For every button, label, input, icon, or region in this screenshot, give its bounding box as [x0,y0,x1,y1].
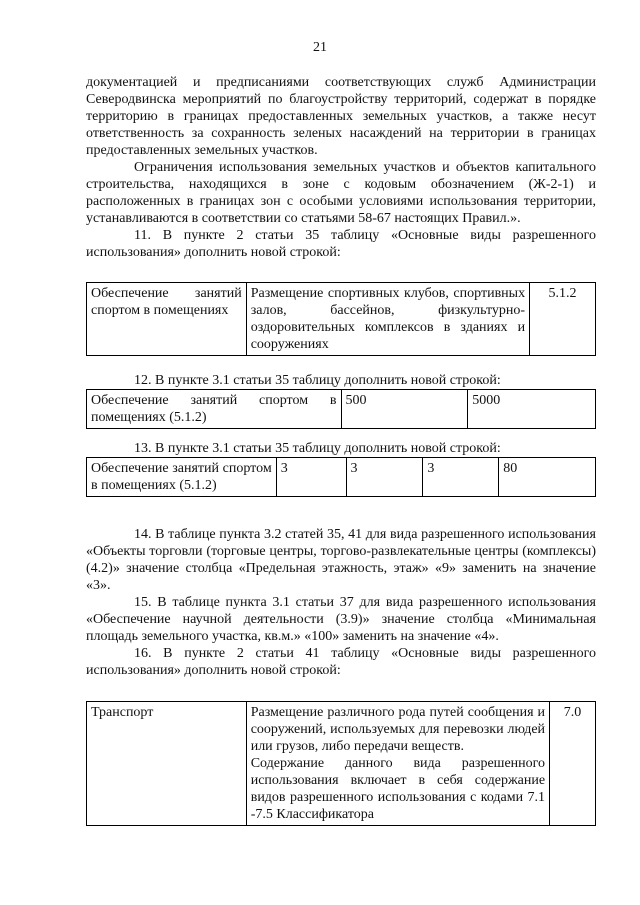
table-cell: Обеспечение занятий спортом в помещениях (5.1.2) [87,458,277,497]
table-row [87,458,596,497]
paragraph-restrictions: Ограничения использования земельных участков и объектов капитального строительства, находящихся в зоне с кодовым обозначением (Ж-2-1) и расположенных в границах зон с особыми условиями использования территории, устанавливаются в соответствии со статьями 58-67 настоящих Правил.». [86,160,596,226]
table-cell: 500 [341,390,468,429]
table-row [87,283,596,356]
table-cell: Транспорт [87,702,247,826]
table-cell: 80 [499,458,596,497]
paragraph-15: 15. В таблице пункта 3.1 статьи 37 для вида разрешенного использования «Обеспечение научной деятельности (3.9)» значение столбца «Минимальная площадь земельного участка, кв.м.» «100» заменить на значение «4». [86,595,596,644]
description-paragraph: Размещение различного рода путей сообщения и сооружений, используемых для перевозки людей или грузов, либо передачи веществ. [250,705,546,754]
table-row [87,390,596,429]
table-cell: Обеспечение занятий спортом в помещениях [87,283,247,356]
table-cell: 5.1.2 [530,283,596,356]
table-cell: 3 [423,458,499,497]
table-sports-plot-area [86,389,596,429]
table-cell: 7.0 [550,702,596,826]
table-cell: Размещение спортивных клубов, спортивных залов, бассейнов, физкультурно-оздоровительных комплексов в зданиях и сооружениях [246,283,529,356]
table-cell: Обеспечение занятий спортом в помещениях (5.1.2) [87,390,342,429]
table-sports-parameters [86,457,596,497]
page-number: 21 [313,40,327,55]
table-transport-main-use [86,701,596,826]
table-cell: 3 [346,458,423,497]
text-block-top [86,74,596,261]
text-block-12 [86,372,596,389]
paragraph-11: 11. В пункте 2 статьи 35 таблицу «Основные виды разрешенного использования» дополнить новой строкой: [86,228,596,260]
text-block-13 [86,440,596,457]
table-cell: 5000 [468,390,596,429]
text-block-bottom [86,526,596,679]
paragraph-14: 14. В таблице пункта 3.2 статей 35, 41 для вида разрешенного использования «Объекты торговли (торговые центры, торгово-развлекательные центры (комплексы) (4.2)» значение столбца «Предельная этажность, этаж» «9» заменить на значение «3». [86,527,596,593]
paragraph-16: 16. В пункте 2 статьи 41 таблицу «Основные виды разрешенного использования» дополнить новой строкой: [86,646,596,678]
paragraph-13: 13. В пункте 3.1 статьи 35 таблицу дополнить новой строкой: [134,441,501,456]
paragraph-12: 12. В пункте 3.1 статьи 35 таблицу дополнить новой строкой: [134,373,501,388]
description-paragraph: Содержание данного вида разрешенного использования включает в себя содержание видов разрешенного использования с кодами 7.1 -7.5 Классификатора [250,756,546,822]
table-cell-description [246,702,549,826]
table-cell: 3 [276,458,346,497]
table-row [87,702,596,826]
table-sports-main-use [86,282,596,356]
paragraph-intro: документацией и предписаниями соответствующих служб Администрации Северодвинска мероприятий по благоустройству территорий, содержат в порядке территорию в границах предоставленных земельных участков, а также несут ответственность за сохранность зеленых насаждений на территории в границах предоставленных земельных участков. [86,75,596,158]
